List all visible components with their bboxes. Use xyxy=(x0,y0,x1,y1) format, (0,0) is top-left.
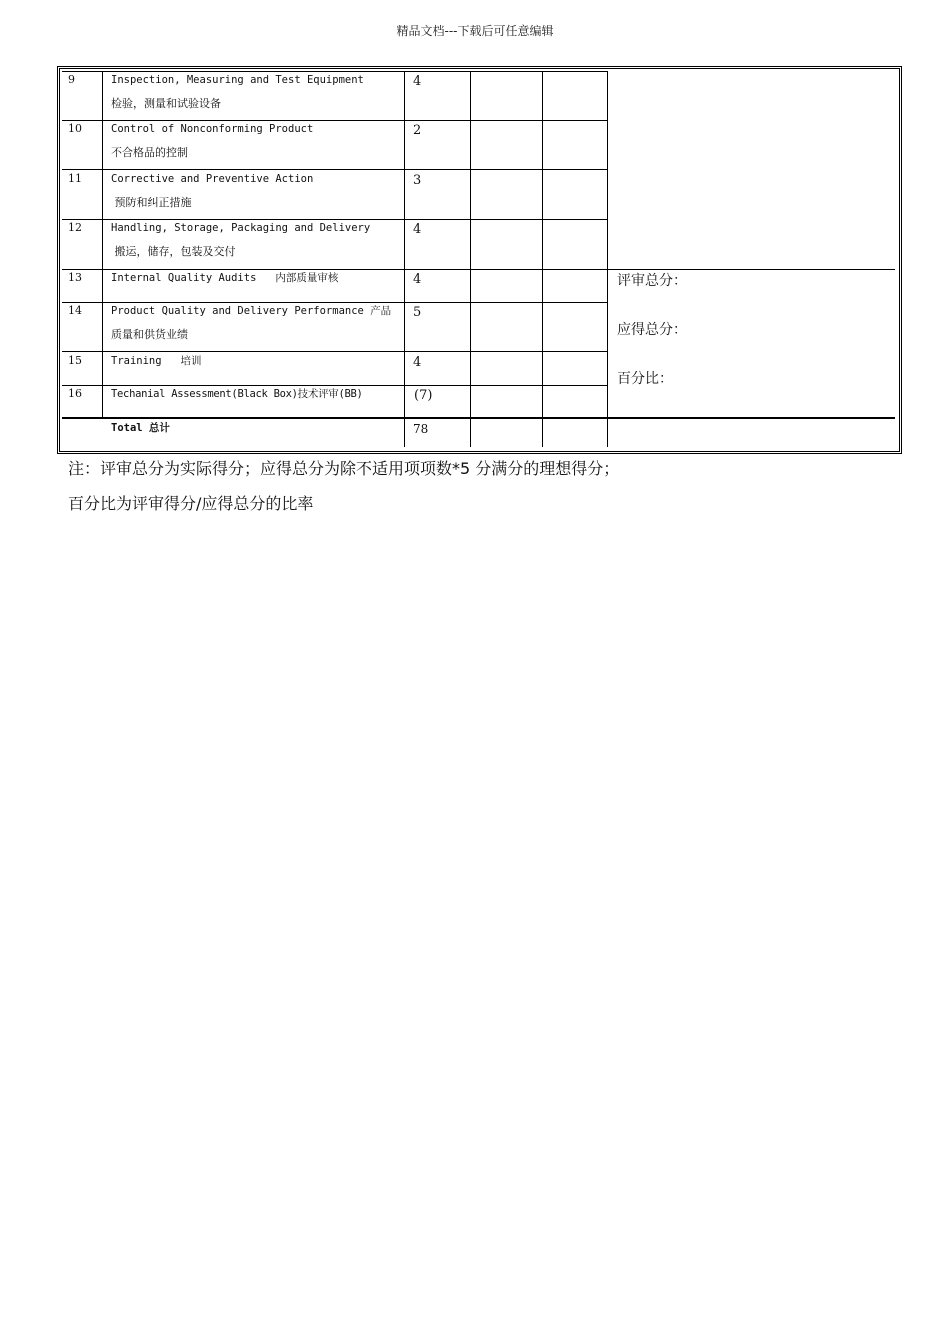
clause-score: (7) xyxy=(414,388,433,403)
clause-title-en: Internal Quality Audits 内部质量审核 xyxy=(111,272,339,284)
grid-line xyxy=(404,71,405,447)
clause-title-zh: 搬运，储存，包装及交付 xyxy=(111,245,236,258)
clause-score: 4 xyxy=(413,355,422,370)
percent-label: 百分比： xyxy=(617,371,673,387)
clause-title-en: Training 培训 xyxy=(111,355,202,367)
clause-title-en: Corrective and Preventive Action xyxy=(111,173,314,185)
row-number: 16 xyxy=(68,387,82,400)
total-label: Total 总计 xyxy=(111,422,170,434)
clause-score: 4 xyxy=(413,74,422,89)
review-total-label: 评审总分： xyxy=(617,273,687,289)
clause-title-en: Techanial Assessment(Black Box)技术评审(BB) xyxy=(111,388,363,400)
clause-title-en: Handling, Storage, Packaging and Delivery xyxy=(111,222,371,234)
clause-score: 2 xyxy=(413,123,422,138)
grid-line xyxy=(102,71,103,417)
row-number: 9 xyxy=(68,73,75,86)
page-header: 精品文档---下载后可任意编辑 xyxy=(396,24,554,38)
note-line-1: 注：评审总分为实际得分；应得总分为除不适用项项数*5 分满分的理想得分； xyxy=(68,459,620,478)
clause-score: 3 xyxy=(413,173,422,188)
grid-line xyxy=(542,71,543,447)
grid-line xyxy=(62,417,895,419)
clause-title-zh: 质量和供货业绩 xyxy=(111,328,188,341)
clause-title-zh: 预防和纠正措施 xyxy=(111,196,192,209)
clause-title-en: Inspection, Measuring and Test Equipment xyxy=(111,74,364,86)
row-number: 13 xyxy=(68,271,82,284)
clause-score: 4 xyxy=(413,222,422,237)
grid-line xyxy=(470,71,471,447)
clause-title-en: Product Quality and Delivery Performance 产品 xyxy=(111,305,392,317)
row-number: 14 xyxy=(68,304,82,317)
due-total-label: 应得总分： xyxy=(617,322,687,338)
row-number: 11 xyxy=(68,172,82,185)
row-number: 15 xyxy=(68,354,82,367)
row-number: 12 xyxy=(68,221,82,234)
grid-line xyxy=(607,71,608,447)
total-score: 78 xyxy=(413,422,429,436)
clause-title-zh: 检验，测量和试验设备 xyxy=(111,97,221,110)
row-number: 10 xyxy=(68,122,82,135)
note-line-2: 百分比为评审得分/应得总分的比率 xyxy=(68,494,314,513)
clause-score: 4 xyxy=(413,272,422,287)
clause-title-en: Control of Nonconforming Product xyxy=(111,123,314,135)
clause-title-zh: 不合格品的控制 xyxy=(111,146,188,159)
clause-score: 5 xyxy=(413,305,422,320)
